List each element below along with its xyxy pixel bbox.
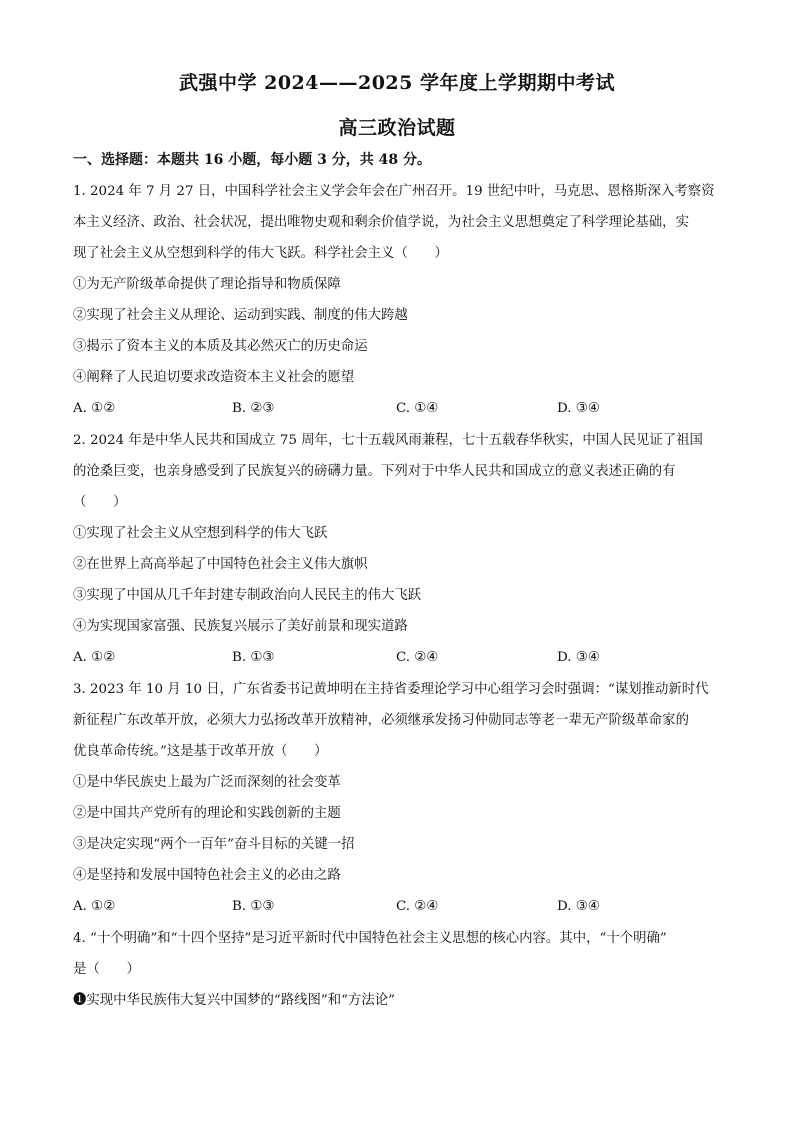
q2-option-c[interactable]: C. ②④ [396,650,439,665]
q3-option-a[interactable]: A. ①② [73,899,116,914]
q3-statement-3: ③是决定实现“两个一百年”奋斗目标的关键一招 [73,837,355,852]
q1-stem-line-1: 1. 2024 年 7 月 27 日，中国科学社会主义学会年会在广州召开。19 世纪中叶，马克思、恩格斯深入考察资 [73,184,715,199]
q2-stem-line-3: （ ） [73,495,127,510]
q3-statement-2: ②是中国共产党所有的理论和实践创新的主题 [73,806,341,821]
q1-option-a[interactable]: A. ①② [73,401,116,416]
q1-stem-line-3: 现了社会主义从空想到科学的伟大飞跃。科学社会主义（ ） [73,246,448,261]
q3-stem-line-2: 新征程广东改革开放，必须大力弘扬改革开放精神，必须继承发扬习仲勋同志等老一辈无产阶级革命家的 [73,713,689,728]
q4-stem-line-2: 是（ ） [73,962,140,977]
q4-stem-line-1: 4. “十个明确”和“十四个坚持”是习近平新时代中国特色社会主义思想的核心内容。其中，“十个明确” [73,931,667,946]
q3-option-d[interactable]: D. ③④ [557,899,600,914]
q3-stem-line-3: 优良革命传统。”这是基于改革开放（ ） [73,744,328,759]
q1-option-d[interactable]: D. ③④ [557,401,600,416]
exam-subtitle: 高三政治试题 [338,117,456,139]
q1-statement-4: ④阐释了人民迫切要求改造资本主义社会的愿望 [73,370,355,385]
q3-statement-1: ①是中华民族史上最为广泛而深刻的社会变革 [73,775,341,790]
q2-statement-1: ①实现了社会主义从空想到科学的伟大飞跃 [73,526,328,541]
q1-statement-1: ①为无产阶级革命提供了理论指导和物质保障 [73,277,341,292]
q3-option-c[interactable]: C. ②④ [396,899,439,914]
q1-option-b[interactable]: B. ②③ [232,401,275,416]
section-heading: 一、选择题：本题共 16 小题，每小题 3 分，共 48 分。 [73,152,431,168]
q2-stem-line-1: 2. 2024 年是中华人民共和国成立 75 周年，七十五载风雨兼程，七十五载春华秋实，中国人民见证了祖国 [73,433,703,448]
q2-option-d[interactable]: D. ③④ [557,650,600,665]
q1-statement-2: ②实现了社会主义从理论、运动到实践、制度的伟大跨越 [73,308,408,323]
q3-statement-4: ④是坚持和发展中国特色社会主义的必由之路 [73,868,341,883]
q1-statement-3: ③揭示了资本主义的本质及其必然灭亡的历史命运 [73,339,368,354]
q3-stem-line-1: 3. 2023 年 10 月 10 日，广东省委书记黄坤明在主持省委理论学习中心组学习会时强调：“谋划推动新时代 [73,682,709,697]
q2-statement-4: ④为实现国家富强、民族复兴展示了美好前景和现实道路 [73,619,408,634]
q2-stem-line-2: 的沧桑巨变，也亲身感受到了民族复兴的磅礴力量。下列对于中华人民共和国成立的意义表述正确的有 [73,464,676,479]
q2-statement-2: ②在世界上高高举起了中国特色社会主义伟大旗帜 [73,557,368,572]
q1-option-c[interactable]: C. ①④ [396,401,439,416]
q2-option-b[interactable]: B. ①③ [232,650,275,665]
exam-title: 武强中学 2024——2025 学年度上学期期中考试 [179,72,615,94]
q4-statement-1: ❶实现中华民族伟大复兴中国梦的“路线图”和“方法论” [73,993,395,1008]
q2-option-a[interactable]: A. ①② [73,650,116,665]
q2-statement-3: ③实现了中国从几千年封建专制政治向人民民主的伟大飞跃 [73,588,422,603]
q1-stem-line-2: 本主义经济、政治、社会状况，提出唯物史观和剩余价值学说，为社会主义思想奠定了科学理论基础，实 [73,215,689,230]
q3-option-b[interactable]: B. ①③ [232,899,275,914]
